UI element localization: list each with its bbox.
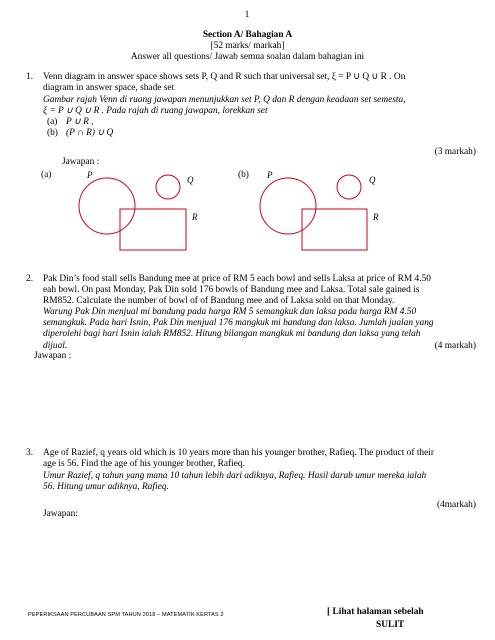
q2-text-ms-2: semangkuk. Pada hari Isnin, Pak Din menjual 176 mangkuk mi bandung dan laksa. Jumlah jualan yang: [43, 318, 434, 328]
q3-text-ms-1: Umur Razief, q tahun yang mana 10 tahun lebih dari adiknya, Rafieq. Hasil darab umur mereka ialah: [43, 471, 427, 481]
q1-text-en-2: diagram in answer space, shade set: [43, 83, 175, 93]
venn-b-circle-p[interactable]: [260, 178, 316, 234]
q1-number: 1.: [26, 72, 34, 82]
section-title: Section A/ Bahagian A: [202, 30, 293, 40]
q3-answer-label: Jawapan:: [43, 509, 78, 519]
q1-marks: (3 markah): [434, 147, 476, 157]
venn-b-rect-r[interactable]: [302, 209, 367, 250]
q3-text-en-1: Age of Razief, q years old which is 10 years more than his younger brother, Rafieq. The product of their: [43, 448, 435, 458]
q2-text-ms-3: diperolehi bagi hari Isnin ialah RM852. Hitung bilangan mangkuk mi bandung dan laksa yang telah: [43, 329, 421, 339]
venn-a-set-q-label: Q: [187, 175, 194, 185]
q1-text-ms-2: ξ = P ∪ Q ∪ R . Pada rajah di ruang jawapan, lorekkan set: [43, 106, 268, 116]
venn-b-set-r-label: R: [373, 212, 379, 222]
q2-text-ms-1: Warung Pak Din menjual mi bandung pada harga RM 5 semangkuk dan laksa pada harga RM 4.50: [43, 307, 417, 317]
q2-answer-label: Jawapan :: [34, 351, 72, 361]
q2-marks: (4 markah): [434, 341, 476, 351]
q1-text-en-1: Venn diagram in answer space shows sets P, Q and R such that universal set, ξ = P ∪ Q ∪ R . On: [43, 72, 406, 82]
venn-b-set-q-label: Q: [369, 175, 376, 185]
venn-a-label: (a): [41, 170, 52, 180]
q1-part-a-label: (a): [47, 117, 58, 127]
footer-secret: SULIT: [376, 620, 405, 630]
q3-text-en-2: age is 56. Find the age of his younger brother, Rafieq.: [43, 459, 245, 469]
venn-diagram-b: [256, 166, 406, 266]
venn-a-circle-p[interactable]: [79, 178, 135, 234]
venn-a-set-r-label: R: [192, 212, 198, 222]
q2-text-en-1: Pak Din’s food stall sells Bandung mee at price of RM 5 each bowl and sells Laksa at price of RM 4.50: [43, 274, 431, 284]
q1-part-a-text: P ∪ R ,: [66, 117, 94, 127]
venn-a-circle-q[interactable]: [156, 175, 180, 199]
page-number: 1: [244, 10, 250, 20]
q3-marks: (4markah): [436, 500, 476, 510]
q3-text-ms-2: 56. Hitung umur adiknya, Rafieq.: [43, 482, 169, 492]
footer-next-page: [ Lihat halaman sebelah: [327, 607, 424, 617]
venn-diagram-a: [60, 166, 210, 266]
venn-a-rect-r[interactable]: [120, 209, 186, 250]
venn-b-set-p-label: P: [267, 170, 273, 180]
footer-exam-title: PEPERIKSAAN PERCUBAAN SPM TAHUN 2018 – MATEMATIK KERTAS 2: [28, 612, 224, 618]
q1-text-ms-1: Gambar rajah Venn di ruang jawapan menunjukkan set P, Q dan R dengan keadaan set semesta,: [43, 95, 406, 105]
q3-number: 3.: [26, 448, 34, 458]
q1-part-b-label: (b): [47, 128, 58, 138]
q2-text-en-2: eah bowl. On past Monday, Pak Din sold 176 bowls of Bandung mee and Laksa. Total sale gained is: [43, 285, 420, 295]
q1-answer-label: Jawapan :: [62, 157, 100, 167]
section-instruction: Answer all questions/ Jawab semua soalan dalam bahagian ini: [130, 52, 365, 62]
venn-b-circle-q[interactable]: [337, 175, 361, 199]
section-marks: [52 marks/ markah]: [210, 41, 285, 51]
q2-number: 2.: [26, 274, 34, 284]
q1-part-b-text: (P ∩ R) ∪ Q: [66, 128, 114, 138]
venn-b-label: (b): [238, 170, 249, 180]
q2-text-en-3: RM852. Calculate the number of bowl of of Bandung mee and of Laksa sold on that Monday.: [43, 296, 395, 306]
venn-a-set-p-label: P: [87, 170, 93, 180]
q2-text-ms-4: dijual.: [43, 341, 68, 351]
